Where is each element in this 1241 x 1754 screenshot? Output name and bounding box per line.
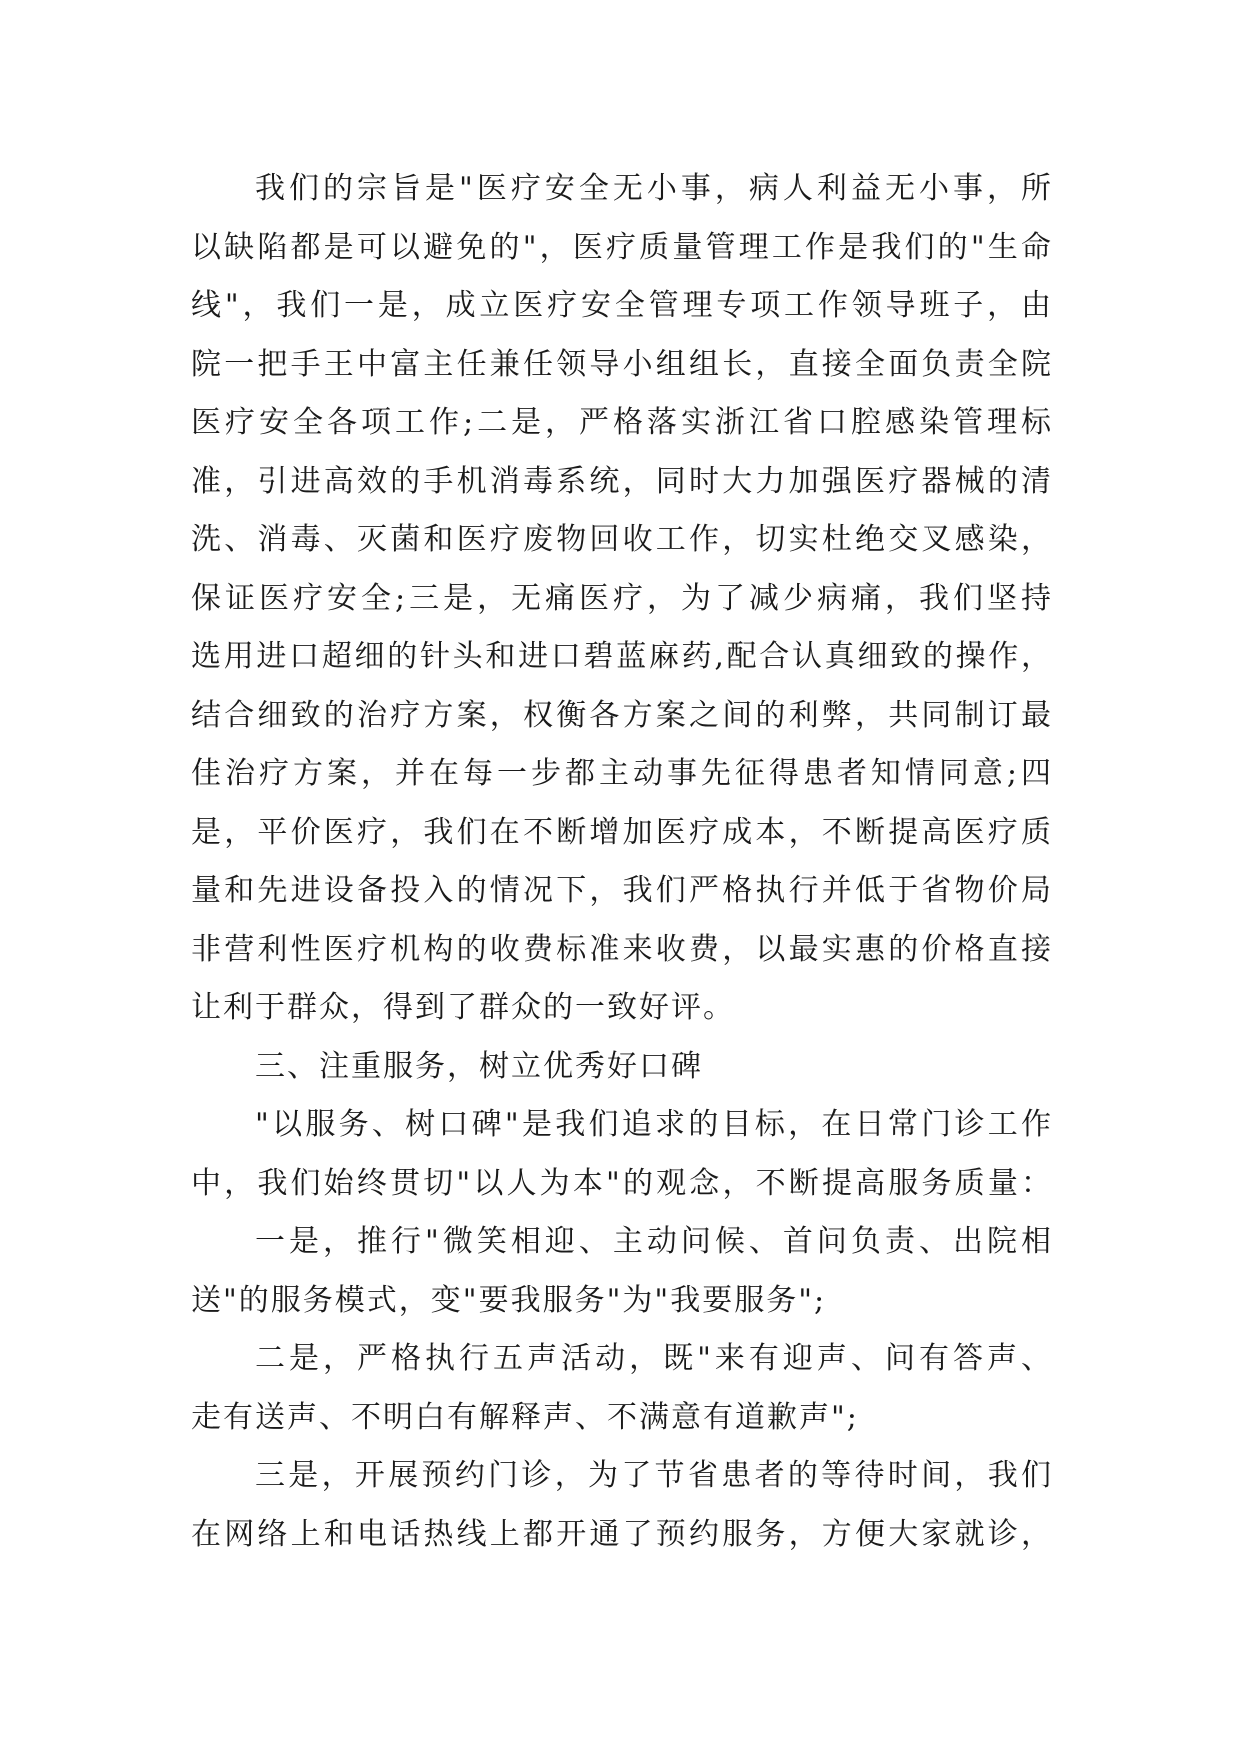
text-line: 结合细致的治疗方案，权衡各方案之间的利弊，共同制订最 <box>191 697 1053 733</box>
text-line: 线"，我们一是，成立医疗安全管理专项工作领导班子，由 <box>191 288 1053 323</box>
text-line: 保证医疗安全;三是，无痛医疗，为了减少病痛，我们坚持 <box>191 580 1053 616</box>
text-line: 三、注重服务，树立优秀好口碑 <box>255 1048 703 1084</box>
text-line: 准，引进高效的手机消毒系统，同时大力加强医疗器械的清 <box>191 463 1053 499</box>
text-line: 中，我们始终贯切"以人为本"的观念，不断提高服务质量： <box>191 1165 1053 1201</box>
text-line: 院一把手王中富主任兼任领导小组组长，直接全面负责全院 <box>191 346 1053 382</box>
text-line: 以缺陷都是可以避免的"，医疗质量管理工作是我们的"生命 <box>191 229 1053 265</box>
text-line: 送"的服务模式，变"要我服务"为"我要服务"; <box>191 1282 827 1318</box>
text-line: 走有送声、不明白有解释声、不满意有道歉声"; <box>191 1399 859 1435</box>
text-line: 一是，推行"微笑相迎、主动问候、首问负责、出院相 <box>255 1224 1053 1259</box>
text-line: 非营利性医疗机构的收费标准来收费，以最实惠的价格直接 <box>191 931 1053 967</box>
text-line: 量和先进设备投入的情况下，我们严格执行并低于省物价局 <box>191 873 1053 908</box>
text-line: 二是，严格执行五声活动，既"来有迎声、问有答声、 <box>255 1341 1053 1376</box>
text-line: 在网络上和电话热线上都开通了预约服务，方便大家就诊， <box>191 1516 1053 1552</box>
text-line: 我们的宗旨是"医疗安全无小事，病人利益无小事，所 <box>255 171 1053 206</box>
document-body <box>191 160 1053 1564</box>
text-line: 洗、消毒、灭菌和医疗废物回收工作，切实杜绝交叉感染， <box>191 522 1053 557</box>
text-line: 医疗安全各项工作;二是，严格落实浙江省口腔感染管理标 <box>191 405 1053 440</box>
text-line: 让利于群众，得到了群众的一致好评。 <box>191 990 735 1025</box>
text-line: 佳治疗方案，并在每一步都主动事先征得患者知情同意;四 <box>191 756 1053 791</box>
text-line: 选用进口超细的针头和进口碧蓝麻药,配合认真细致的操作， <box>191 639 1053 674</box>
text-line: 是，平价医疗，我们在不断增加医疗成本，不断提高医疗质 <box>191 814 1053 850</box>
text-line: "以服务、树口碑"是我们追求的目标，在日常门诊工作 <box>255 1107 1053 1142</box>
text-line: 三是，开展预约门诊，为了节省患者的等待时间，我们 <box>255 1458 1053 1493</box>
